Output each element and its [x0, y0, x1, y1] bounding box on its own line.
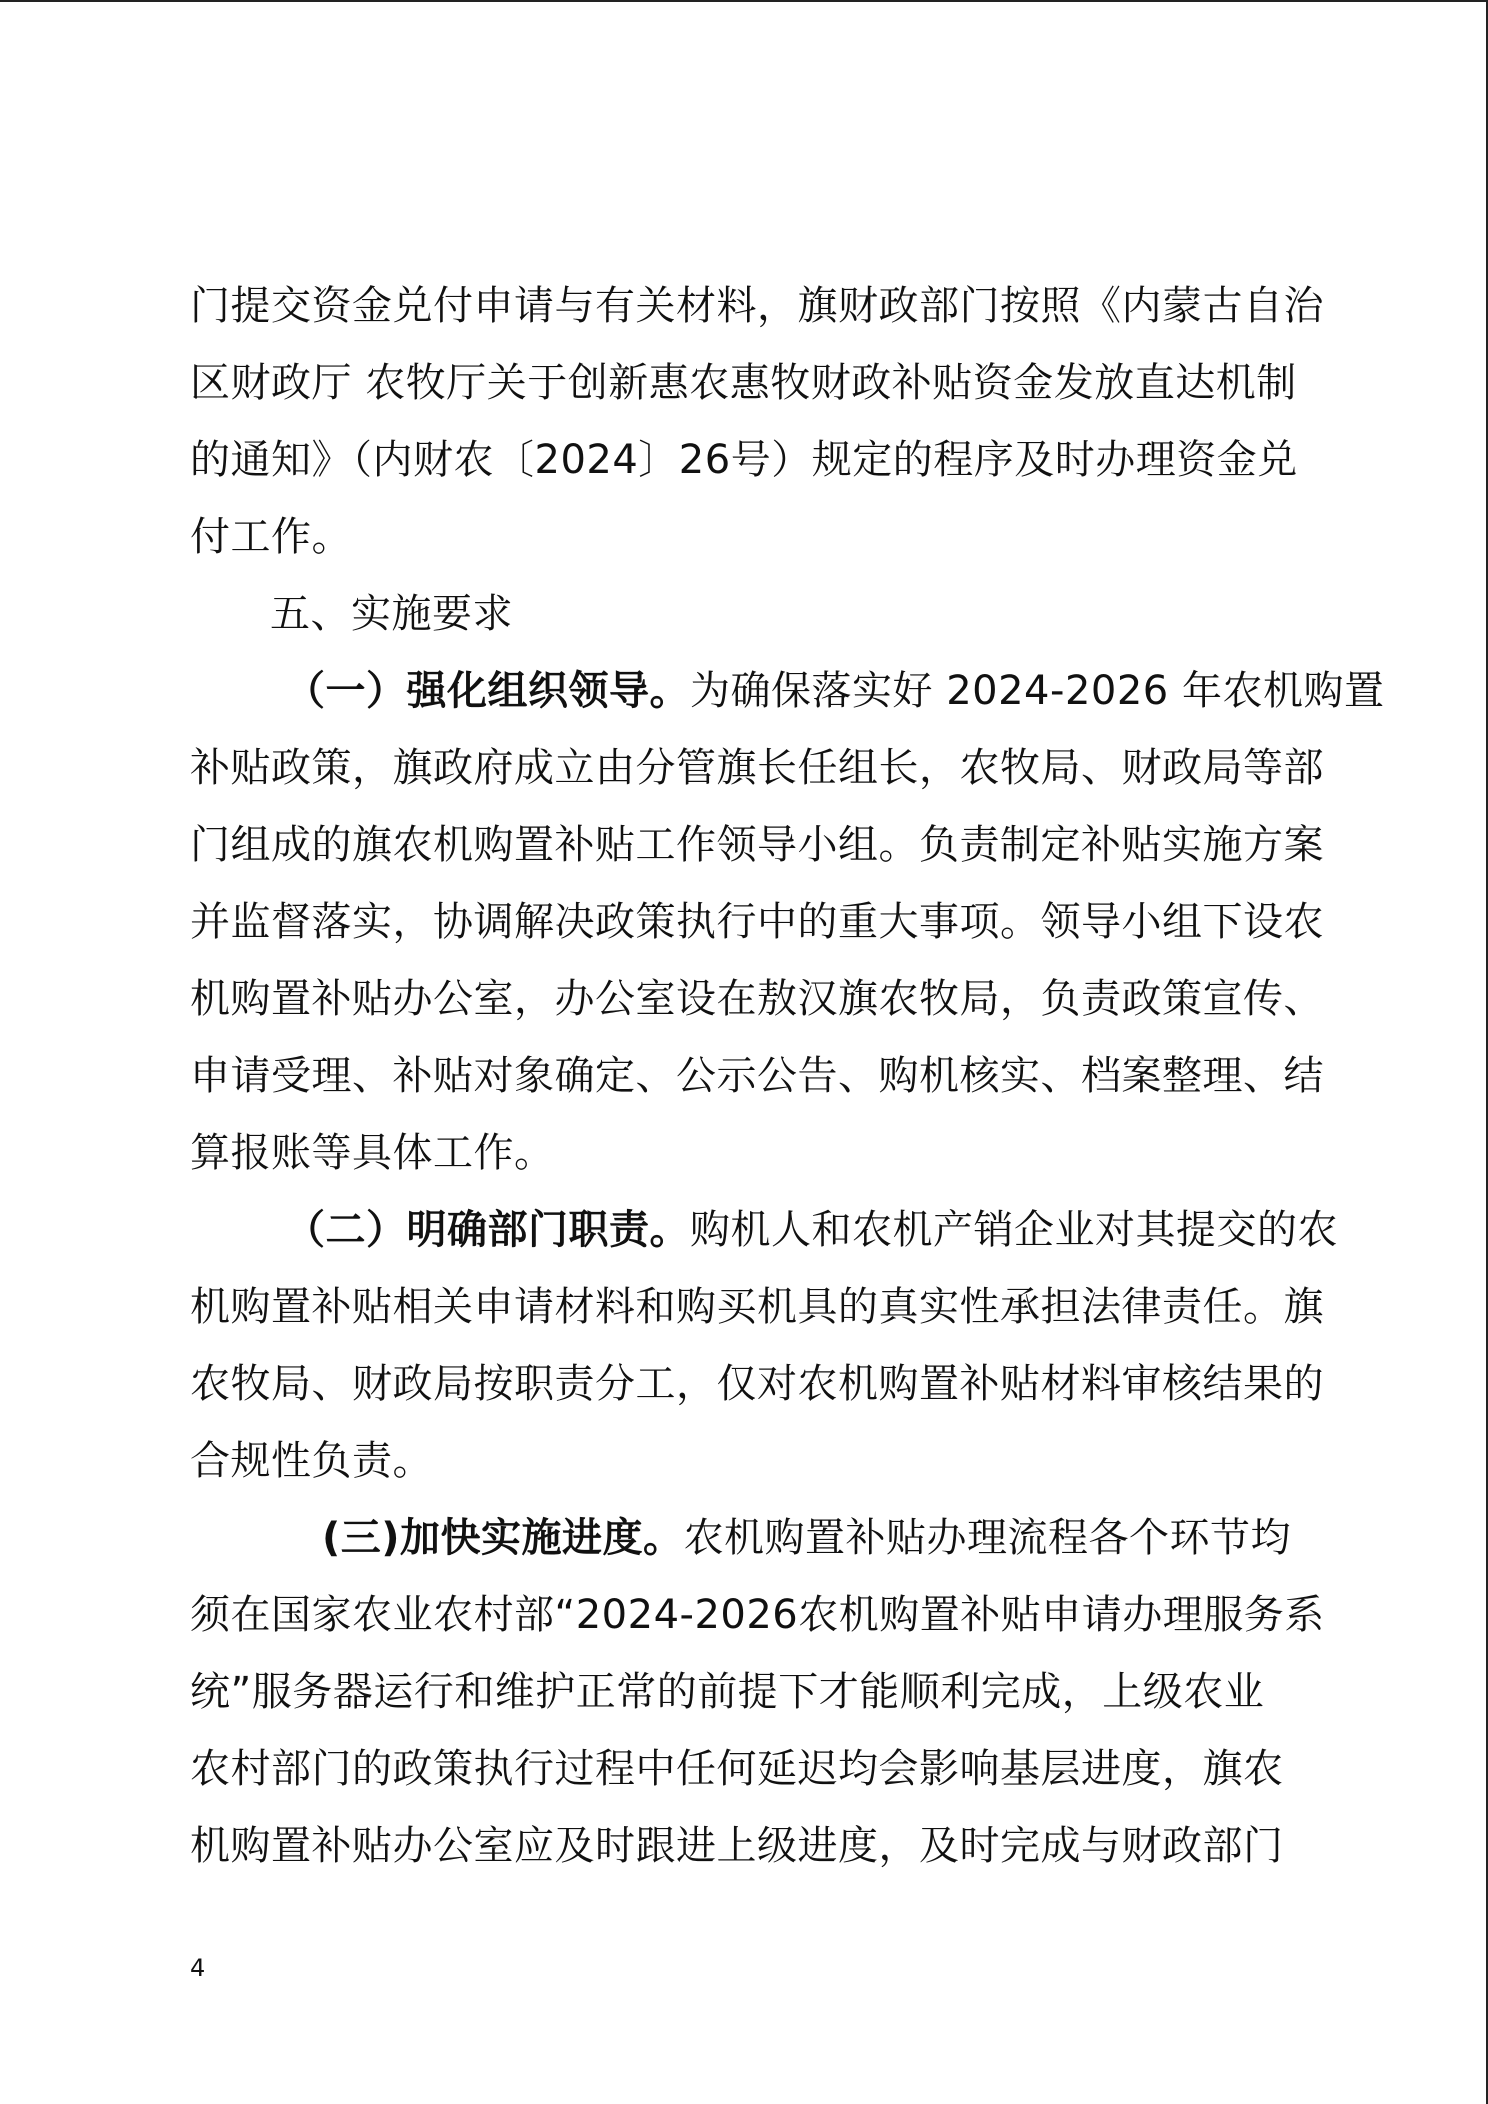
- text-line: 机购置补贴办公室，办公室设在敖汉旗农牧局，负责政策宣传、: [190, 976, 1324, 1022]
- item1-heading: （一）强化组织领导。: [285, 668, 690, 714]
- text-line: 并监督落实，协调解决政策执行中的重大事项。领导小组下设农: [190, 899, 1324, 945]
- text-line: 统”服务器运行和维护正常的前提下才能顺利完成，上级农业: [190, 1669, 1265, 1715]
- item3-first-line-text: 农机购置补贴办理流程各个环节均: [683, 1515, 1292, 1561]
- text-line: 门组成的旗农机购置补贴工作领导小组。负责制定补贴实施方案: [190, 822, 1324, 868]
- document-body: [190, 268, 1385, 1885]
- item2-first-line-text: 购机人和农机产销企业对其提交的农: [690, 1207, 1338, 1253]
- text-line: 农牧局、财政局按职责分工，仅对农机购置补贴材料审核结果的: [190, 1361, 1324, 1407]
- text-line: 须在国家农业农村部“2024-2026农机购置补贴申请办理服务系: [190, 1592, 1325, 1638]
- text-line: 合规性负责。: [190, 1438, 433, 1484]
- item1-first-line: [190, 653, 1385, 730]
- section-heading: 五、实施要求: [270, 591, 513, 637]
- page-border-top: [0, 0, 1488, 2]
- text-line: 申请受理、补贴对象确定、公示公告、购机核实、档案整理、结: [190, 1053, 1324, 1099]
- text-line: 农村部门的政策执行过程中任何延迟均会影响基层进度，旗农: [190, 1746, 1284, 1792]
- text-line: 机购置补贴相关申请材料和购买机具的真实性承担法律责任。旗: [190, 1284, 1324, 1330]
- item3-heading: (三)加快实施进度。: [322, 1515, 684, 1561]
- text-line: 门提交资金兑付申请与有关材料，旗财政部门按照《内蒙古自治: [190, 283, 1324, 329]
- item2-first-line: [190, 1192, 1338, 1269]
- text-line: 算报账等具体工作。: [190, 1130, 555, 1176]
- item3-first-line: [190, 1500, 1300, 1577]
- text-line: 付工作。: [190, 514, 352, 560]
- text-line: 的通知》（内财农〔2024〕26号）规定的程序及时办理资金兑: [190, 437, 1298, 483]
- text-line: 区财政厅 农牧厅关于创新惠农惠牧财政补贴资金发放直达机制: [190, 360, 1297, 406]
- text-line: 机购置补贴办公室应及时跟进上级进度，及时完成与财政部门: [190, 1823, 1284, 1869]
- text-line: 补贴政策，旗政府成立由分管旗长任组长，农牧局、财政局等部: [190, 745, 1324, 791]
- item1-first-line-text: 为确保落实好 2024-2026 年农机购置: [690, 668, 1385, 714]
- page-number: 4: [190, 1954, 206, 1982]
- item2-heading: （二）明确部门职责。: [285, 1207, 690, 1253]
